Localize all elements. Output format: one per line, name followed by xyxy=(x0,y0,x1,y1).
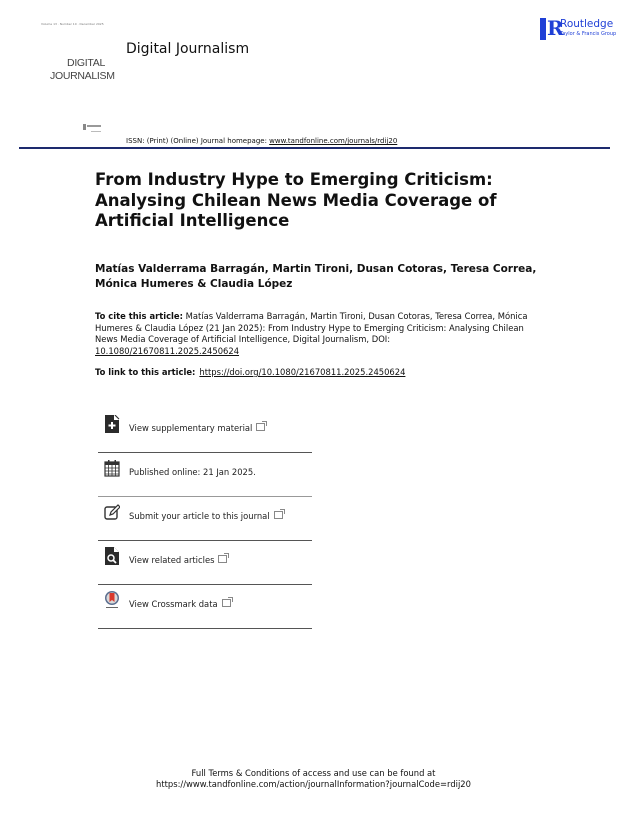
external-link-icon xyxy=(274,511,283,519)
routledge-bar-icon xyxy=(540,18,546,40)
action-label: View related articles xyxy=(129,555,227,565)
footer-terms xyxy=(0,768,627,790)
header-divider xyxy=(19,147,610,149)
issn-line xyxy=(126,137,397,145)
action-published-online xyxy=(98,453,312,497)
cite-text: Matías Valderrama Barragán, Martin Tironi, Dusan Cotoras, Teresa Correa, Mónica Humeres & Claudia López (21 Jan 2025): From Industry Hype to Emerging Criticism: Analysing Chilean News Media Coverage of Artificial Intelligence, Digital Journalism, DOI: xyxy=(95,311,528,344)
external-link-icon xyxy=(218,555,227,563)
action-label: View Crossmark data xyxy=(129,599,231,609)
publisher-subtitle: Taylor & Francis Group xyxy=(560,31,617,37)
article-link-line xyxy=(95,367,405,377)
cover-title xyxy=(50,57,115,83)
cover-title-line1: DIGITAL xyxy=(67,57,105,69)
article-title: From Industry Hype to Emerging Criticism: Analysing Chilean News Media Coverage of Artificial Intelligence xyxy=(95,170,497,230)
action-label: Submit your article to this journal xyxy=(129,511,283,521)
crossmark-icon xyxy=(104,591,120,609)
cover-publisher-logo xyxy=(83,124,105,134)
action-view-supplementary[interactable] xyxy=(98,409,312,453)
footer-line1: Full Terms & Conditions of access and use can be found at xyxy=(191,768,436,778)
edit-icon xyxy=(104,503,120,521)
journal-name: Digital Journalism xyxy=(126,41,250,57)
article-actions xyxy=(98,409,312,629)
file-search-icon xyxy=(104,547,120,565)
cover-title-line2: JOURNALISM xyxy=(50,70,115,82)
action-label: View supplementary material xyxy=(129,423,265,433)
routledge-logo xyxy=(540,18,620,40)
routledge-r-icon: R xyxy=(547,16,564,40)
citation-block xyxy=(95,311,535,357)
file-plus-icon xyxy=(104,415,120,433)
action-submit-article[interactable] xyxy=(98,497,312,541)
article-authors: Matías Valderrama Barragán, Martin Tironi, Dusan Cotoras, Teresa Correa, Mónica Humeres & Claudia López xyxy=(95,263,537,290)
calendar-icon xyxy=(104,459,120,477)
article-doi-link[interactable]: https://doi.org/10.1080/21670811.2025.2450624 xyxy=(199,367,406,377)
external-link-icon xyxy=(222,599,231,607)
issn-label: ISSN: (Print) (Online) Journal homepage: xyxy=(126,137,270,145)
cite-label: To cite this article: xyxy=(95,311,183,321)
footer-terms-link[interactable]: https://www.tandfonline.com/action/journalInformation?journalCode=rdij20 xyxy=(156,779,471,789)
journal-homepage-link[interactable]: www.tandfonline.com/journals/rdij20 xyxy=(269,137,398,145)
publisher-name: Routledge xyxy=(560,18,614,30)
cover-meta: Volume 13 · Number 10 · December 2025 xyxy=(41,22,104,26)
link-label: To link to this article: xyxy=(95,367,196,377)
action-view-crossmark[interactable] xyxy=(98,585,312,629)
cite-doi-link[interactable]: 10.1080/21670811.2025.2450624 xyxy=(95,345,240,356)
action-view-related[interactable] xyxy=(98,541,312,585)
external-link-icon xyxy=(256,423,265,431)
action-label: Published online: 21 Jan 2025. xyxy=(129,467,256,477)
